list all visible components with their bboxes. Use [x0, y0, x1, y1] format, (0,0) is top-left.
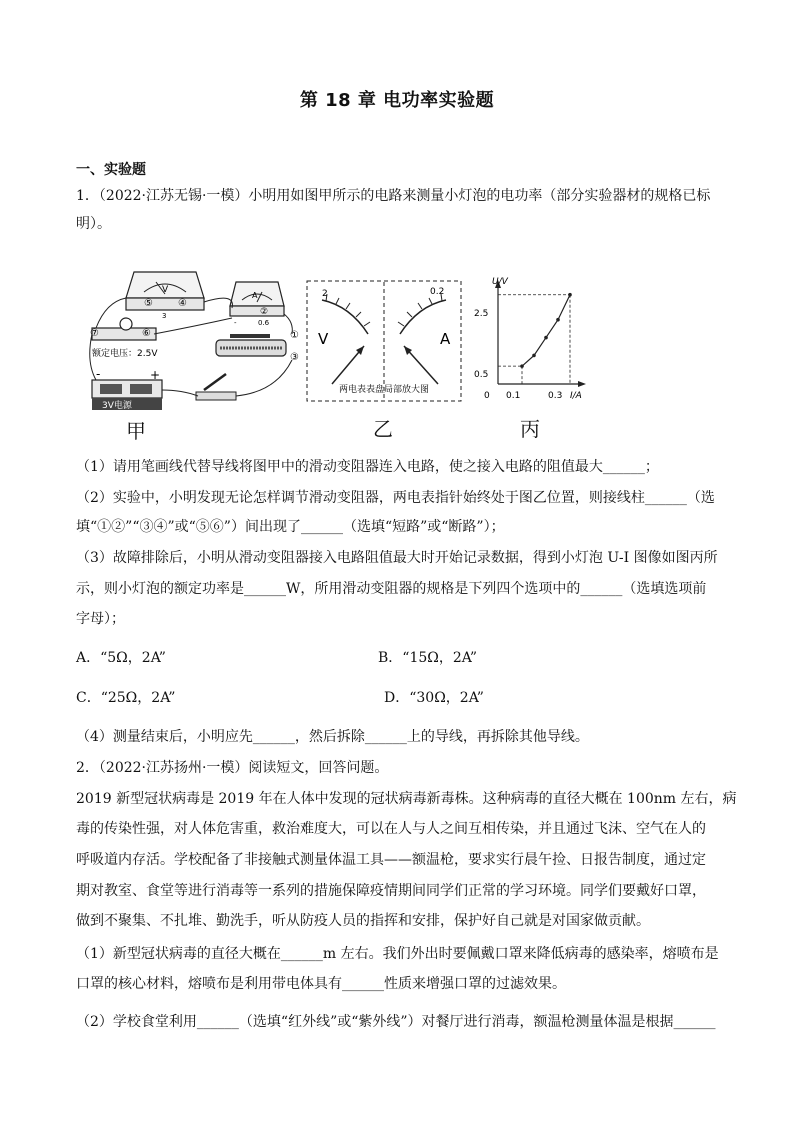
q1-part1: （1）请用笔画线代替导线将图甲中的滑动变阻器连入电路，使之接入电路的阻值最大______；: [76, 459, 659, 475]
bulb-rating: 额定电压：2.5V: [92, 349, 158, 359]
rheostat: [216, 330, 299, 363]
q2-part2: （2）学校食堂利用______（选填“红外线”或“紫外线”）对餐厅进行消毒，额温枪测量体温是根据______: [76, 1014, 716, 1030]
voltmeter: [126, 272, 204, 320]
terminal-2: ②: [260, 307, 269, 317]
q2-text-line1: 2019 新型冠状病毒是 2019 年在人体中发现的冠状病毒新毒株。这种病毒的直径大概在 100nm 左右，病: [76, 791, 737, 807]
q2-text-line4: 期对教室、食堂等进行消毒等一系列的措施保障疫情期间同学们正常的学习环境。同学们要戴好口罩，: [76, 883, 706, 899]
battery: [92, 367, 162, 411]
section-heading: 一、实验题: [76, 162, 146, 178]
ammeter-scale-mark: 0.2: [430, 287, 445, 297]
figure-yi: [306, 280, 462, 402]
figure-yi-label: 乙: [373, 417, 393, 441]
figure-jia-label: 甲: [126, 419, 146, 443]
q1-part2-line2: 填“①②”“③④”或“⑤⑥”）间出现了______（选填“短路”或“断路”）；: [76, 519, 505, 535]
ammeter-label: A: [252, 291, 258, 300]
y-tick-0-5: 0.5: [474, 370, 489, 380]
q2-part1-line2: 口罩的核心材料，熔喷布是利用带电体具有______性质来增强口罩的过滤效果。: [76, 976, 566, 992]
option-c: C．“25Ω，2A”: [76, 690, 176, 706]
x-axis-label: I/A: [570, 391, 582, 401]
voltmeter-dial-label: V: [318, 330, 329, 348]
svg-text:+: +: [150, 368, 161, 382]
figure-jia: [86, 262, 300, 432]
page-title: 第 18 章 电功率实验题: [299, 90, 495, 111]
terminal-4: ④: [178, 298, 187, 309]
svg-text:-: -: [234, 319, 237, 327]
x-tick-0: 0: [484, 391, 490, 401]
ammeter: [230, 282, 284, 327]
ammeter-scale: 0.6: [258, 319, 270, 327]
q1-stem-line1: 1．（2022·江苏无锡·一模）小明用如图甲所示的电路来测量小灯泡的电功率（部分实验器材的规格已标: [76, 188, 711, 204]
data-point-0: [520, 364, 524, 368]
bulb: [90, 318, 158, 359]
q2-text-line3: 呼吸道内存活。学校配备了非接触式测量体温工具——额温枪，要求实行晨午捡、日报告制度，通过定: [76, 852, 706, 868]
u-i-curve: [522, 295, 570, 366]
y-axis-label: U/V: [492, 277, 508, 287]
q2-heading: 2．（2022·江苏扬州·一模）阅读短文，回答问题。: [76, 760, 389, 776]
battery-label: 3V电源: [102, 401, 132, 411]
terminal-3: ③: [290, 352, 299, 363]
terminal-5: ⑤: [144, 298, 153, 309]
q1-part3-line2: 示，则小灯泡的额定功率是______W，所用滑动变阻器的规格是下列四个选项中的______（选填选项前: [76, 581, 707, 597]
guide-lines: [498, 295, 570, 384]
data-point-1: [532, 354, 536, 358]
option-b: B．“15Ω，2A”: [378, 650, 477, 666]
q1-stem-line2: 明）。: [76, 216, 111, 232]
q2-part1-line1: （1）新型冠状病毒的直径大概在______m 左右。我们外出时要佩戴口罩来降低病毒的感染率，熔喷布是: [76, 946, 719, 962]
figure-bing: [470, 272, 590, 408]
q1-part3-line1: （3）故障排除后，小明从滑动变阻器接入电路阻值最大时开始记录数据，得到小灯泡 U-I 图像如图丙所: [76, 550, 718, 566]
q2-text-line2: 毒的传染性强，对人体危害重，救治难度大，可以在人与人之间互相传染，并且通过飞沫、空气在人的: [76, 821, 706, 837]
voltmeter-label: V: [162, 285, 169, 295]
q1-part3-line3: 字母）；: [76, 611, 125, 627]
q1-part4: （4）测量结束后，小明应先______，然后拆除______上的导线，再拆除其他导线。: [76, 729, 589, 745]
x-tick-0-3: 0.3: [548, 391, 563, 401]
terminal-7: ⑦: [90, 328, 99, 339]
x-tick-0-1: 0.1: [506, 391, 521, 401]
switch: [196, 374, 236, 400]
terminal-6: ⑥: [142, 328, 151, 339]
figure-bing-label: 丙: [520, 417, 540, 441]
y-tick-2-5: 2.5: [474, 309, 489, 319]
data-point-2: [544, 336, 548, 340]
option-a: A．“5Ω，2A”: [76, 650, 166, 666]
voltmeter-scale-mark: 2: [322, 289, 328, 299]
voltmeter-scale: 3: [162, 312, 167, 320]
ammeter-dial-label: A: [440, 330, 451, 348]
data-points: [520, 293, 572, 368]
figure-yi-caption: 两电表表盘局部放大图: [338, 385, 430, 395]
terminal-1: ①: [290, 330, 299, 341]
q1-part2-line1: （2）实验中，小明发现无论怎样调节滑动变阻器，两电表指针始终处于图乙位置，则接线柱______（选: [76, 490, 715, 506]
data-point-4: [568, 293, 572, 297]
svg-text:-: -: [96, 367, 101, 381]
option-d: D．“30Ω，2A”: [384, 690, 484, 706]
data-point-3: [556, 318, 560, 322]
q2-text-line5: 做到不聚集、不扎堆、勤洗手，听从防疫人员的指挥和安排，保护好自己就是对国家做贡献。: [76, 913, 650, 929]
